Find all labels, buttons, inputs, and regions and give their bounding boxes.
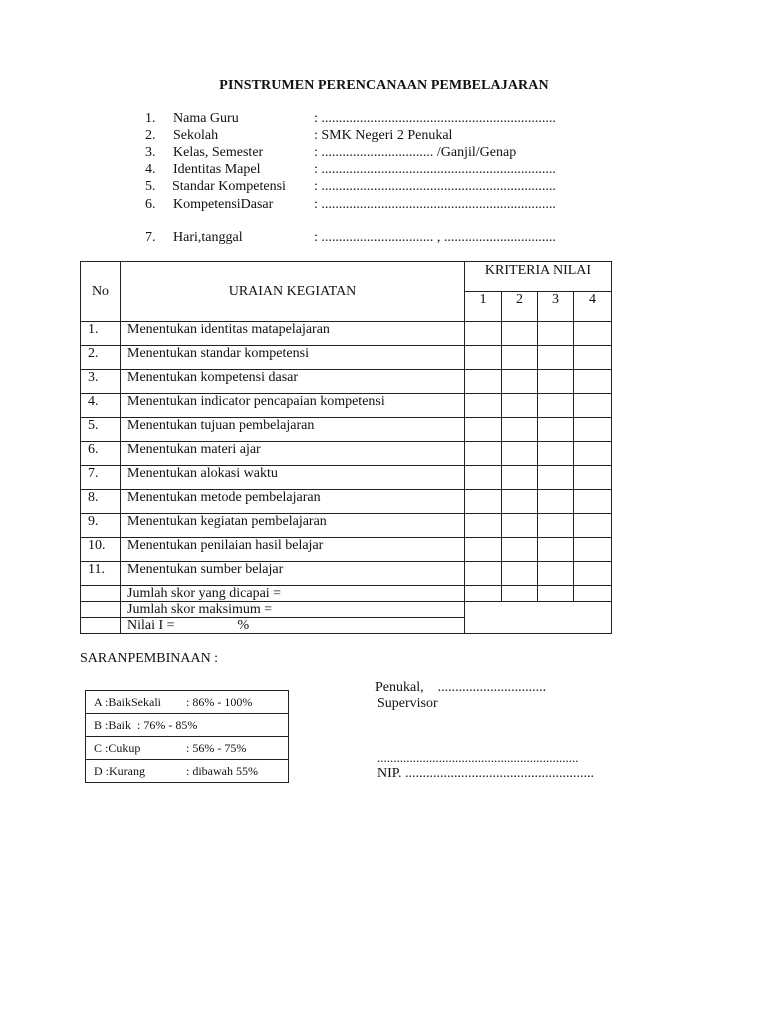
info-value: : ................................................................... (314, 179, 556, 194)
row-activity: Menentukan tujuan pembelajaran (121, 418, 465, 442)
score-cell[interactable] (502, 418, 538, 442)
score-cell[interactable] (465, 442, 502, 466)
empty-cell (81, 618, 121, 634)
score-cell[interactable] (574, 418, 612, 442)
table-row (81, 346, 612, 370)
score-cell[interactable] (465, 466, 502, 490)
score-cell[interactable] (465, 490, 502, 514)
score-cell[interactable] (574, 466, 612, 490)
score-cell[interactable] (465, 538, 502, 562)
score-cell[interactable] (465, 562, 502, 586)
row-number: 7. (81, 466, 121, 490)
assessment-table (80, 261, 612, 634)
score-cell[interactable] (502, 394, 538, 418)
row-activity: Menentukan penilaian hasil belajar (121, 538, 465, 562)
info-number: 2. (145, 128, 156, 143)
row-number: 11. (81, 562, 121, 586)
score-cell[interactable] (502, 466, 538, 490)
total-score-cell[interactable] (465, 602, 612, 634)
empty-cell (81, 602, 121, 618)
row-number: 5. (81, 418, 121, 442)
legend-row (86, 760, 289, 783)
score-cell[interactable] (574, 514, 612, 538)
info-label: Nama Guru (173, 111, 239, 126)
info-label: KompetensiDasar (173, 197, 274, 212)
row-number: 1. (81, 322, 121, 346)
table-row (81, 322, 612, 346)
signature-place-date: Penukal, ............................... (375, 680, 547, 695)
legend-range: : 86% - 100% (186, 694, 253, 709)
row-activity: Menentukan indicator pencapaian kompetensi (121, 394, 465, 418)
score-cell[interactable] (574, 538, 612, 562)
score-cell[interactable] (538, 538, 574, 562)
signature-role: Supervisor (377, 696, 438, 711)
score-cell[interactable] (574, 490, 612, 514)
legend-range: : 56% - 75% (186, 740, 247, 755)
info-label: Standar Kompetensi (172, 179, 286, 194)
info-number: 7. (145, 230, 156, 245)
table-row (81, 562, 612, 586)
saran-pembinaan-label: SARANPEMBINAAN : (80, 651, 219, 666)
info-number: 3. (145, 145, 156, 160)
row-number: 3. (81, 370, 121, 394)
table-row (81, 442, 612, 466)
legend-grade: A :BaikSekali (94, 694, 161, 709)
score-cell[interactable] (538, 466, 574, 490)
info-number: 1. (145, 111, 156, 126)
row-activity: Menentukan kompetensi dasar (121, 370, 465, 394)
info-value: : ................................ , ................................ (314, 230, 556, 245)
header-uraian-kegiatan: URAIAN KEGIATAN (121, 262, 465, 322)
score-cell[interactable] (574, 370, 612, 394)
info-value: : SMK Negeri 2 Penukal (314, 128, 453, 143)
score-cell[interactable] (538, 394, 574, 418)
table-row (81, 418, 612, 442)
legend-grade: B :Baik : 76% - 85% (94, 717, 198, 732)
document-title: PINSTRUMEN PERENCANAAN PEMBELAJARAN (219, 78, 549, 93)
kriteria-1: 1 (465, 292, 502, 322)
score-cell[interactable] (574, 346, 612, 370)
jumlah-skor-maksimum-label: Jumlah skor maksimum = (121, 602, 465, 618)
info-value: : ................................................................... (314, 162, 556, 177)
info-value: : ................................................................... (314, 111, 556, 126)
score-cell[interactable] (465, 418, 502, 442)
info-value: : ................................ /Ganjil/Genap (314, 145, 517, 160)
row-activity: Menentukan materi ajar (121, 442, 465, 466)
nilai-label: Nilai I = % (121, 618, 465, 634)
score-cell[interactable] (465, 586, 502, 602)
score-cell[interactable] (538, 322, 574, 346)
score-cell[interactable] (574, 562, 612, 586)
table-row-jumlah-maksimum (81, 602, 612, 618)
score-cell[interactable] (465, 514, 502, 538)
header-no: No (81, 262, 121, 322)
row-activity: Menentukan standar kompetensi (121, 346, 465, 370)
row-number: 8. (81, 490, 121, 514)
kriteria-4: 4 (574, 292, 612, 322)
table-row (81, 394, 612, 418)
row-activity: Menentukan sumber belajar (121, 562, 465, 586)
row-activity: Menentukan alokasi waktu (121, 466, 465, 490)
row-activity: Menentukan kegiatan pembelajaran (121, 514, 465, 538)
score-cell[interactable] (465, 394, 502, 418)
legend-range: : dibawah 55% (186, 763, 258, 778)
score-cell[interactable] (502, 490, 538, 514)
info-number: 5. (145, 179, 156, 194)
row-activity: Menentukan identitas matapelajaran (121, 322, 465, 346)
table-row (81, 538, 612, 562)
score-cell[interactable] (538, 370, 574, 394)
score-cell[interactable] (502, 346, 538, 370)
score-cell[interactable] (574, 586, 612, 602)
score-cell[interactable] (502, 442, 538, 466)
score-cell[interactable] (538, 586, 574, 602)
info-number: 6. (145, 197, 156, 212)
score-cell[interactable] (538, 514, 574, 538)
legend-grade: D :Kurang (94, 763, 145, 778)
kriteria-3: 3 (538, 292, 574, 322)
legend-row (86, 691, 289, 714)
score-cell[interactable] (502, 562, 538, 586)
row-number: 9. (81, 514, 121, 538)
score-cell[interactable] (502, 586, 538, 602)
kriteria-2: 2 (502, 292, 538, 322)
row-activity: Menentukan metode pembelajaran (121, 490, 465, 514)
score-cell[interactable] (502, 370, 538, 394)
score-cell[interactable] (502, 538, 538, 562)
info-number: 4. (145, 162, 156, 177)
legend-row (86, 714, 289, 737)
score-cell[interactable] (538, 442, 574, 466)
info-label: Hari,tanggal (173, 230, 243, 245)
table-row (81, 370, 612, 394)
score-cell[interactable] (538, 562, 574, 586)
row-number: 2. (81, 346, 121, 370)
table-row (81, 466, 612, 490)
score-cell[interactable] (465, 370, 502, 394)
score-cell[interactable] (502, 514, 538, 538)
table-row-jumlah-dicapai (81, 586, 612, 602)
jumlah-skor-dicapai-label: Jumlah skor yang dicapai = (121, 586, 465, 602)
row-number: 4. (81, 394, 121, 418)
score-cell[interactable] (574, 442, 612, 466)
header-kriteria-nilai: KRITERIA NILAI (465, 262, 612, 292)
legend-row (86, 737, 289, 760)
table-row (81, 514, 612, 538)
signature-name-line: .............................................................. (377, 750, 579, 765)
info-label: Sekolah (173, 128, 219, 143)
score-cell[interactable] (502, 322, 538, 346)
legend-grade: C :Cukup (94, 740, 141, 755)
row-number: 10. (81, 538, 121, 562)
info-label: Identitas Mapel (173, 162, 261, 177)
grade-legend (85, 690, 289, 783)
row-number: 6. (81, 442, 121, 466)
table-row (81, 490, 612, 514)
score-cell[interactable] (574, 322, 612, 346)
empty-cell (81, 586, 121, 602)
info-label: Kelas, Semester (173, 145, 264, 160)
score-cell[interactable] (538, 346, 574, 370)
score-cell[interactable] (465, 322, 502, 346)
score-cell[interactable] (538, 490, 574, 514)
score-cell[interactable] (465, 346, 502, 370)
score-cell[interactable] (574, 394, 612, 418)
info-value: : ................................................................... (314, 197, 556, 212)
score-cell[interactable] (538, 418, 574, 442)
signature-nip: NIP. ...................................................... (377, 766, 595, 781)
